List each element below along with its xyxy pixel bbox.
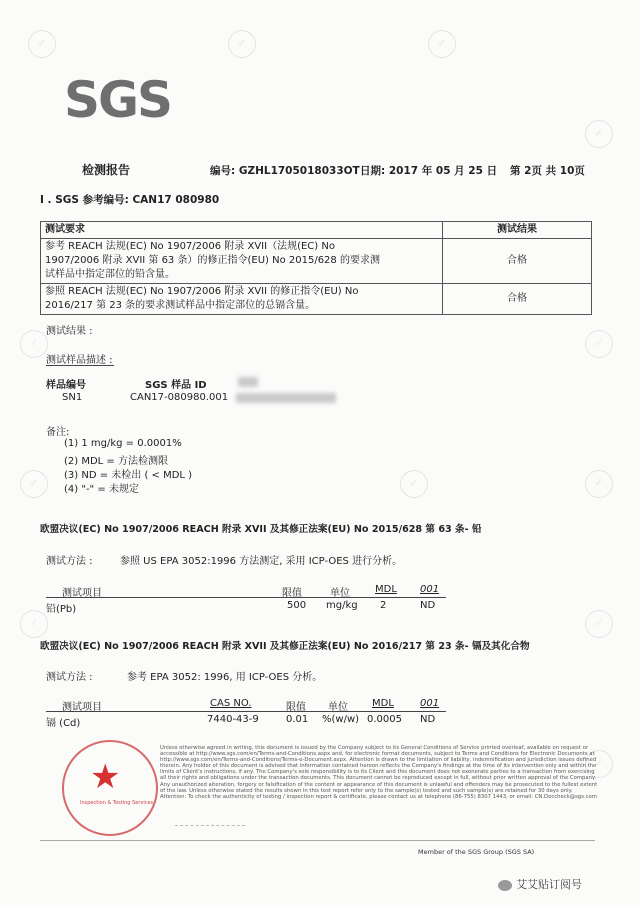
group-membership: Member of the SGS Group (SGS SA): [418, 848, 535, 856]
redacted-header: [238, 377, 258, 387]
col-header-mdl: MDL: [372, 698, 394, 709]
results-label: 测试结果 :: [46, 326, 93, 337]
item-name: 镉 (Cd): [46, 718, 81, 729]
col-header-cas: CAS NO.: [210, 698, 252, 709]
report-date: 日期: 2017 年 05 月 25 日: [360, 165, 498, 177]
method-label: 测试方法 :: [46, 556, 93, 567]
col-header-limit: 限值: [286, 702, 306, 713]
seal-caption: Inspection & Testing Services: [80, 800, 154, 806]
col-header-mdl: MDL: [375, 584, 397, 595]
requirement-line: 2016/217 第 23 条的要求测试样品中指定部位的总镉含量。: [45, 300, 316, 311]
note-item: (2) MDL = 方法检测限: [64, 456, 168, 467]
terms-fine-print: Unless otherwise agreed in writing, this document is issued by the Company subject to its General Conditions of Service printed overleaf, available on request or accessible at http://www.sgs.com/en/Terms-and-Conditions.aspx and, for electronic format documents, subject to Terms and Conditions for Electronic Documents at http://www.sgs.com/en/Terms-and-Conditions/Terms-e-Document.aspx. Attention is drawn to the limitation of liability, indemnification and jurisdiction issues defined therein. Any holder of this document is advised that information contained hereon reflects the Company's findings at the time of its intervention only and within the limits of Client's instructions, if any. The Company's sole responsibility is to its Client and this document does not exonerate parties to a transaction from exercising all their rights and obligations under the transaction documents. This document cannot be reproduced except in full, without prior written approval of the Company. Any unauthorized alteration, forgery or falsification of the content or appearance of this document is unlawful and offenders may be prosecuted to the fullest extent of the law. Unless otherwise stated the results shown in this test report refer only to the sample(s) tested and such sample(s) are retained for 30 days only. Attention: To check the authenticity of testing / inspection report & certificate, please contact us at telephone (86-755) 8307 1443, or email: CN.Doccheck@sgs.com: [160, 745, 598, 800]
requirement-line: 参考 REACH 法规(EC) No 1907/2006 附录 XVII（法规(EC) No: [45, 241, 335, 252]
watermark-mark: ✓: [585, 470, 613, 498]
watermark-mark: ✓: [228, 30, 256, 58]
limit-value: 500: [287, 600, 307, 611]
notes-label: 备注:: [46, 427, 70, 438]
watermark-mark: ✓: [20, 470, 48, 498]
col-header-result: 测试结果: [443, 222, 592, 239]
sample-no: SN1: [62, 392, 83, 403]
requirement-cell: [41, 284, 443, 315]
requirements-table: [40, 221, 592, 315]
col-header-item: 测试项目: [62, 702, 102, 713]
sgs-reference: I . SGS 参考编号: CAN17 080980: [40, 194, 220, 206]
watermark-mark: ✓: [585, 120, 613, 148]
result-cell: 合格: [443, 239, 592, 284]
mdl-value: 2: [380, 600, 387, 611]
watermark-mark: ✓: [20, 330, 48, 358]
watermark-mark: ✓: [585, 330, 613, 358]
method-text: 参照 US EPA 3052:1996 方法测定, 采用 ICP-OES 进行分析。: [120, 556, 403, 567]
col-header-sgs-id: SGS 样品 ID: [145, 380, 207, 391]
underline: [46, 365, 114, 366]
col-header-item: 测试项目: [62, 588, 102, 599]
note-item: (3) ND = 未检出 ( < MDL ): [64, 470, 193, 481]
col-header-sample-no: 样品编号: [46, 380, 86, 391]
footer-rule: [40, 840, 595, 841]
requirement-line: 试样品中指定部位的铅含量。: [45, 269, 175, 280]
limit-value: 0.01: [286, 714, 309, 725]
result-value: ND: [420, 600, 436, 611]
cas-value: 7440-43-9: [207, 714, 259, 725]
watermark-mark: ✓: [428, 30, 456, 58]
unit-value: %(w/w): [322, 714, 360, 725]
section-title-cadmium: 欧盟决议(EC) No 1907/2006 REACH 附录 XVII 及其修正法案(EU) No 2016/217 第 23 条- 镉及其化合物: [40, 641, 530, 652]
col-header-unit: 单位: [328, 702, 348, 713]
requirement-line: 1907/2006 附录 XVII 第 63 条）的修正指令(EU) No 2015/628 的要求测: [45, 255, 380, 266]
col-header-requirement: 测试要求: [41, 222, 443, 239]
star-icon: ★: [90, 757, 121, 797]
watermark-mark: ✓: [20, 610, 48, 638]
table-row: [41, 284, 592, 315]
header-rule: [46, 597, 446, 598]
sample-desc-label: 测试样品描述 :: [46, 355, 113, 366]
redacted-sample-desc: [236, 393, 336, 403]
signature-line: [175, 825, 245, 840]
requirement-cell: [41, 239, 443, 284]
item-name: 铅(Pb): [46, 604, 77, 615]
method-text: 参考 EPA 3052: 1996, 用 ICP-OES 分析。: [127, 672, 323, 683]
wechat-label: 艾艾贴订阅号: [516, 878, 582, 891]
wechat-icon: [498, 880, 512, 891]
result-cell: 合格: [443, 284, 592, 315]
wechat-account: [498, 876, 582, 892]
method-label: 测试方法 :: [46, 672, 93, 683]
sgs-logo: SGS: [64, 71, 172, 129]
note-item: (4) "-" = 未规定: [64, 484, 139, 495]
watermark-mark: ✓: [585, 610, 613, 638]
col-header-unit: 单位: [330, 588, 350, 599]
watermark-mark: ✓: [28, 30, 56, 58]
col-header-sample-001: 001: [420, 698, 440, 709]
section-title-lead: 欧盟决议(EC) No 1907/2006 REACH 附录 XVII 及其修正法案(EU) No 2015/628 第 63 条- 铅: [40, 524, 482, 535]
col-header-limit: 限值: [282, 588, 302, 599]
result-value: ND: [420, 714, 436, 725]
table-header-row: [41, 222, 592, 239]
requirement-line: 参照 REACH 法规(EC) No 1907/2006 附录 XVII 的修正指令(EU) No: [45, 286, 359, 297]
header-rule: [46, 711, 446, 712]
report-title: 检测报告: [82, 163, 131, 177]
unit-value: mg/kg: [326, 600, 358, 611]
table-row: [41, 239, 592, 284]
note-item: (1) 1 mg/kg = 0.0001%: [64, 438, 182, 449]
page-indicator: 第 2页 共 10页: [510, 165, 585, 177]
watermark-mark: ✓: [400, 470, 428, 498]
sgs-sample-id: CAN17-080980.001: [130, 392, 229, 403]
col-header-sample-001: 001: [420, 584, 440, 595]
report-number: 编号: GZHL1705018033OT: [210, 165, 360, 177]
mdl-value: 0.0005: [367, 714, 402, 725]
watermark-mark: ✓: [585, 750, 613, 778]
